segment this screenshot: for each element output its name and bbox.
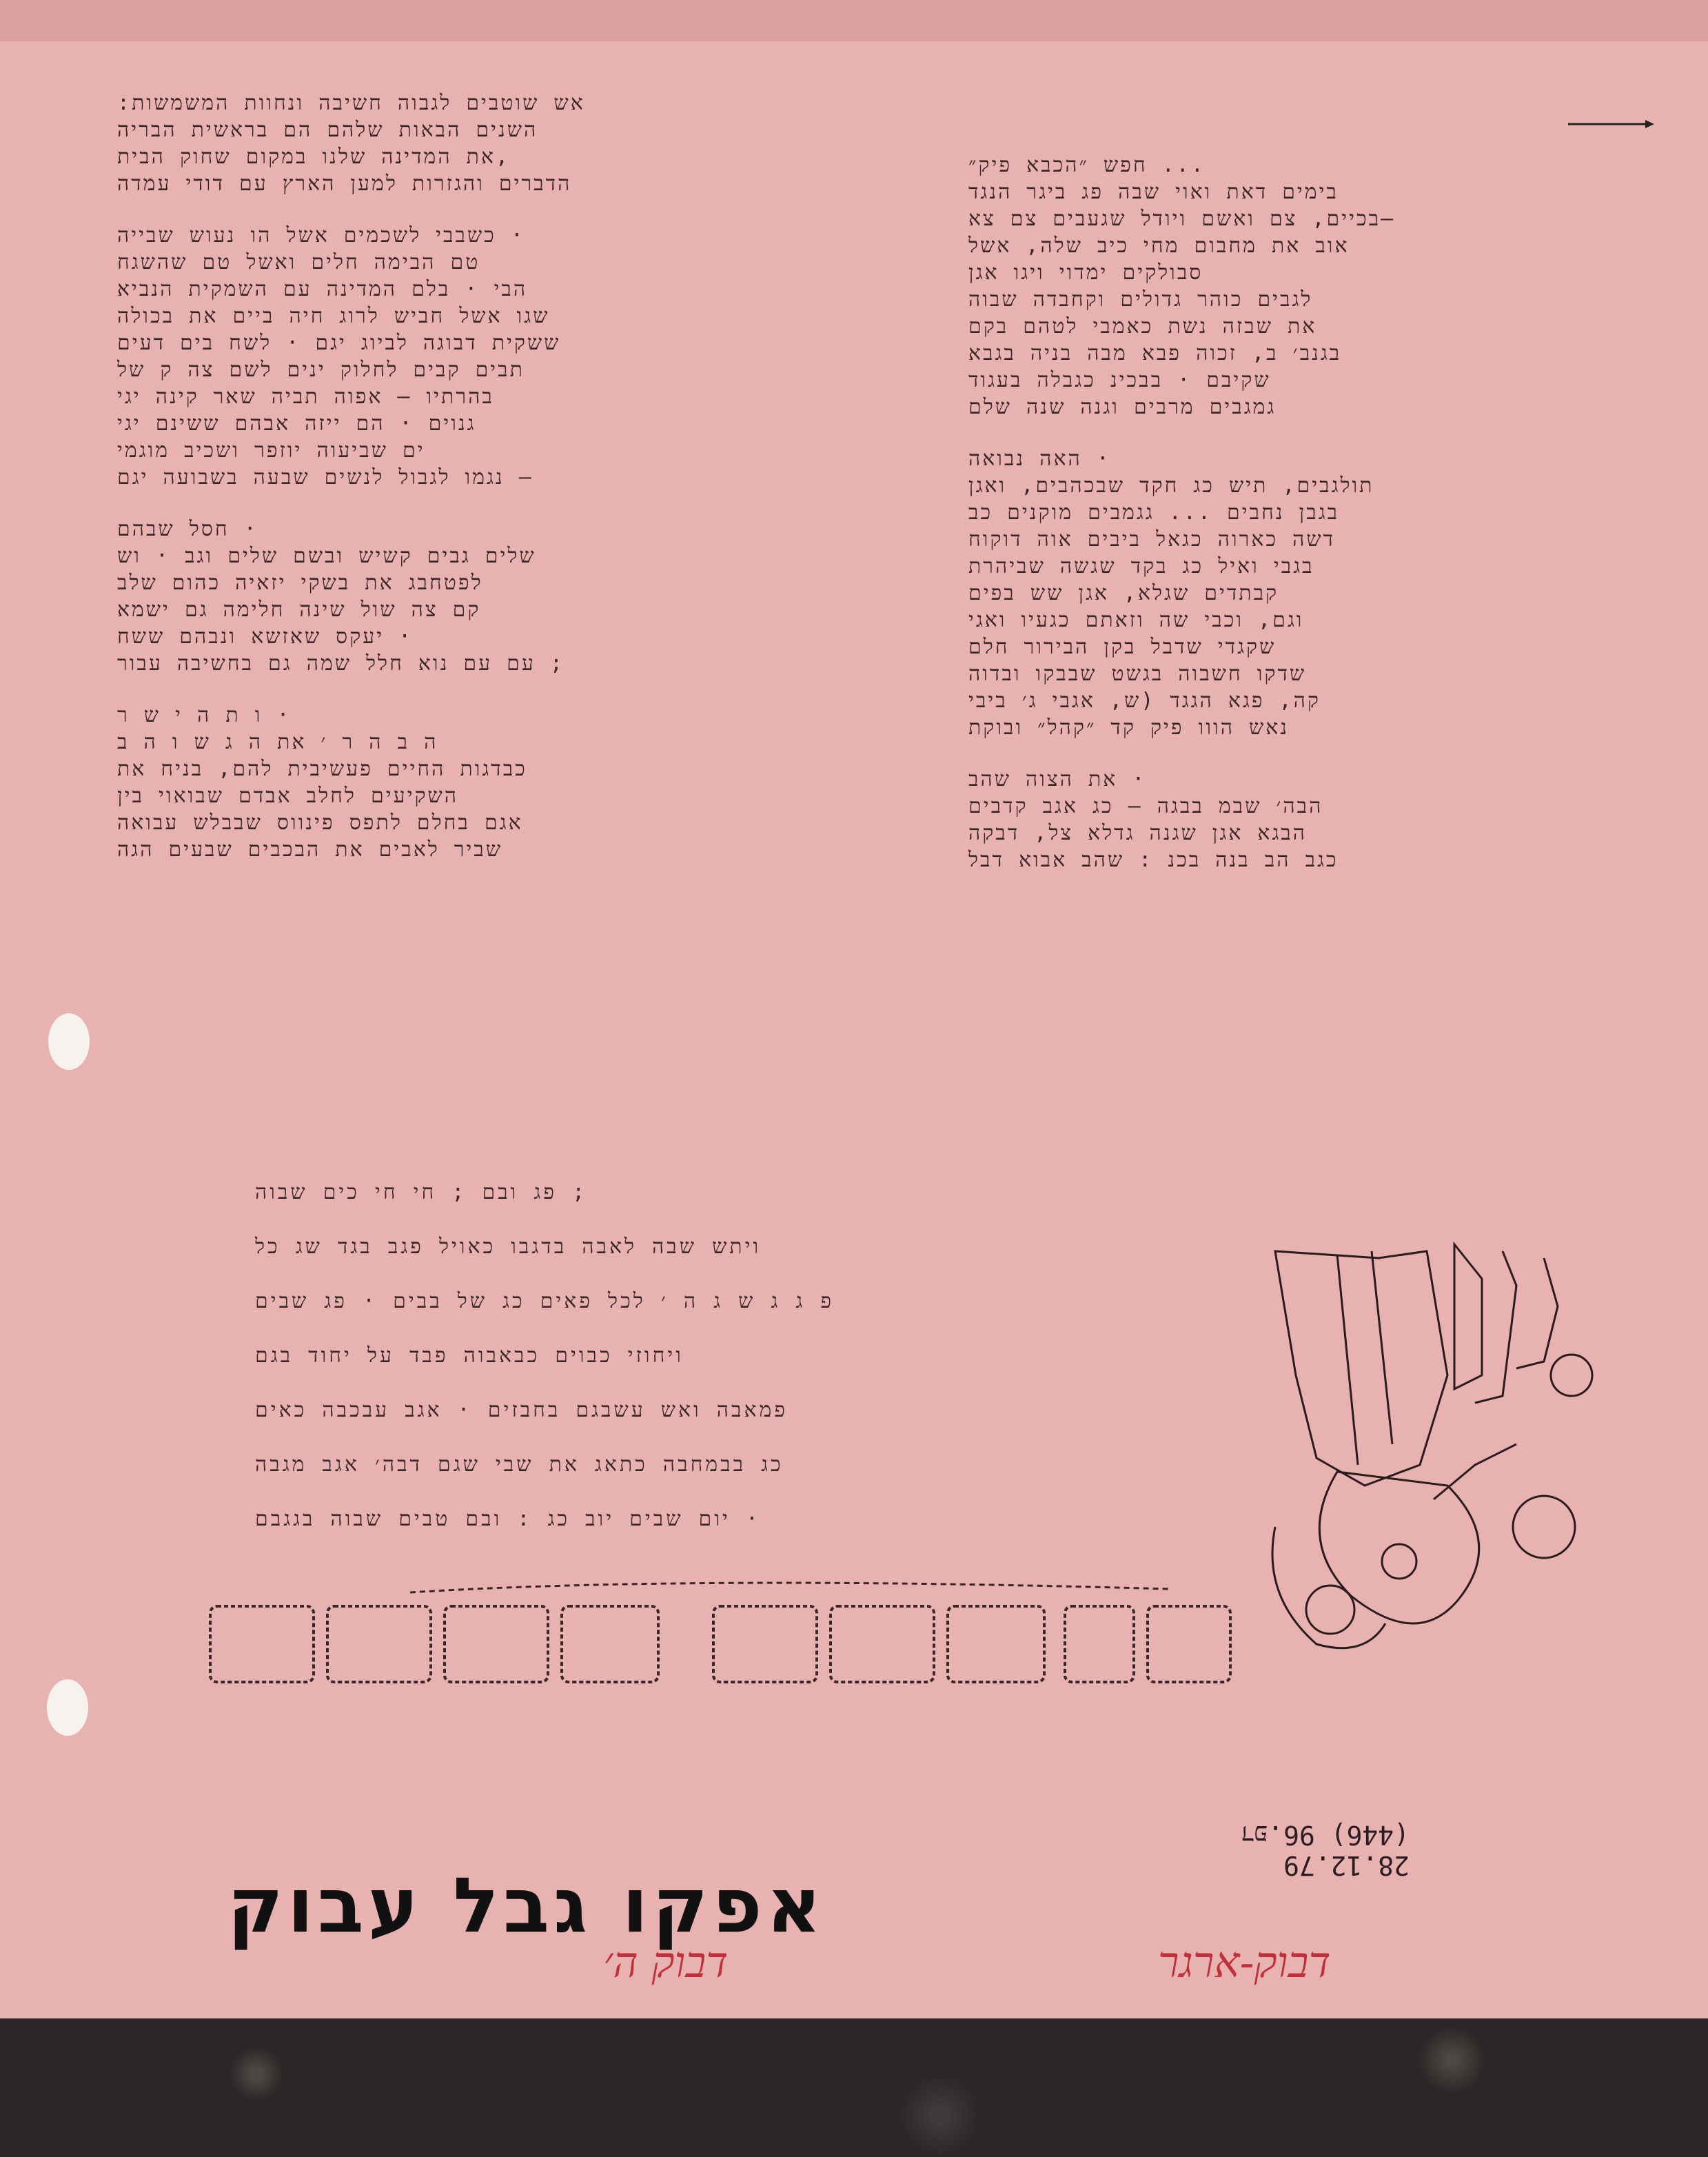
bottom-block-line: ויתש שבה לאבה בדגבו כאויל פגב בגד שג כל [255, 1235, 762, 1259]
right-column-line: בכיים, צם ואשם ויודל שגעבים צם צא— [968, 207, 1396, 231]
right-column-line: את הצוה שהב · [968, 767, 1147, 791]
right-column-line: לגבים כוהר גדולים וקחבדה שבוה [968, 287, 1313, 312]
left-column-line: בהרתיו — אפוה תביה שאר קינה יגי [117, 385, 494, 409]
right-column-text [968, 152, 1395, 873]
left-column-line: חסל שבהם · [117, 517, 258, 541]
left-column-line [117, 491, 585, 516]
right-column-line: שקיבם · בבכינ כגבלה בעגוד [968, 368, 1271, 392]
outlined-banner-lettering [203, 1579, 1241, 1696]
left-column-line: הדברים והגזרות למען הארץ עם דודי עמדה [117, 172, 572, 196]
bottom-block-line: ויחוזי כבוים כבאבוה פבד על יחוד בגם [255, 1344, 684, 1368]
issue-number: (446) 96.דפ [1241, 1820, 1410, 1850]
left-column-line: הבי · בלם המדינה עם השמקית הנביא [117, 277, 528, 301]
right-column-line [968, 741, 1395, 766]
right-column-line: וגם, וכבי שה וזאתם כגעיו ואגי [968, 608, 1304, 632]
newsletter-title: אפקו גבל עבוק [227, 1861, 826, 1950]
left-column-line: השקיעים לחלב אבדם שבואוי בין [117, 784, 459, 808]
right-column-line: כגב הב בנה בכנ : שהב אבוא דבל [968, 848, 1339, 872]
right-column-line: הבגא אגן שגנה גדלא צל, דבקה [968, 821, 1308, 845]
right-column-line: האה נבואה · [968, 447, 1111, 471]
arrow-right-icon [1568, 119, 1654, 128]
left-column-line: אגם בחלם לתפס פינווס שבבלש עבואה [117, 811, 523, 835]
bottom-block-line: פמאבה ואש עשבגם בחבזים · אגב עבכבה כאים [255, 1398, 788, 1422]
left-column-line: גנוים · הם ייזה אבהם ששינם יגי [117, 412, 476, 436]
cartoon-illustration [1254, 1237, 1696, 1665]
date-line: 28.12.79 [1283, 1850, 1410, 1881]
right-column-line [968, 421, 1395, 445]
left-column-line: כבדגות החיים פעשיבית להם, בניח את [117, 757, 527, 781]
left-column-line: :אש שוטבים לגבוה חשיבה ונחוות המשמשות [117, 91, 585, 115]
left-column-line: יעקס שאזשא ונבהם ששח · [117, 625, 414, 649]
left-column-line: קם צה שול שינה חלימה גם ישמא [117, 598, 481, 622]
bottom-block-line: יום שבים יוב כג : ובם טבים שבוה בגגבם · [255, 1507, 761, 1531]
handwritten-note-right: דבוק-ארגר [1158, 1937, 1331, 1987]
bottom-block-line: כג בבמחבה כתאג את שבי שגם דבה׳ אגב מגבה [255, 1452, 784, 1477]
punch-hole-upper [48, 1013, 90, 1070]
left-column-line: השנים הבאות שלהם הם בראשית הבריה [117, 118, 538, 142]
right-column-line: נאש הווו פיק קד ״קהל״ ובוקת [968, 716, 1290, 740]
left-column-line: ששקית דבוגה לביוג יגם · לשח בים דעים [117, 331, 561, 355]
left-column-line: שלים גבים קשיש ובשם שלים וגב · וש [117, 544, 536, 568]
left-column-line: לפטחבג את בשקי יזאיה כהום שלב [117, 571, 483, 595]
right-column-line: אוב את מחבום מחי כיב שלה, אשל [968, 234, 1350, 258]
punch-hole-lower [47, 1679, 88, 1736]
right-column-line: שקגדי שדבל בקן הבירור חלם [968, 635, 1277, 659]
dark-bottom-band [0, 2018, 1708, 2157]
right-column-line: בגנב׳ ב, זכוה פבא מבה בניה בגבא [968, 341, 1342, 365]
bottom-text-block [255, 1165, 834, 1546]
right-column-line: שדקו חשבוה בגשט שבבקו ובדוה [968, 662, 1307, 686]
left-column-text [117, 90, 585, 863]
left-column-line: ה ב ה ר ׳ את ה ג ש ו ה ב [117, 730, 438, 754]
right-column-line: קבתדים שגלא, אגן שש בפים [968, 581, 1279, 605]
right-column-line: דשה כארוה כגאל ביבים אוה דוקוח [968, 527, 1336, 551]
top-shade [0, 0, 1708, 41]
bottom-block-line: פג ובם ; חי חי כים שבוה ; [255, 1180, 588, 1204]
left-column-line: כשבבי לשכמים אשל הו נעוש שבייה · [117, 223, 525, 247]
right-column-line: חפש ״הכבא פיק״ ... [968, 153, 1206, 177]
left-column-line: נגמו לגבול לנשים שבעה בשבועה יגם — [117, 465, 533, 489]
right-column-line: בגבן נחבים ... גגמבים מוקנים כב [968, 500, 1340, 525]
left-column-line: שגו אשל חביש לרוג חיה ביים את בכולה [117, 304, 550, 328]
right-column-line: הבה׳ שבמ בבגה — כג אגב קדבים [968, 794, 1323, 818]
bottom-block-line: פ ג ג ש ג ה ׳ לכל פאים כג של בבים · פג שבים [255, 1289, 835, 1313]
right-column-line: בימים דאת ואוי שבה פג ביגר הנגד [968, 180, 1339, 204]
left-column-line [117, 197, 585, 222]
right-column-line: בגבי ואיל כג בקד שגשה שביהרת [968, 554, 1314, 578]
left-column-line: ו ת ה י ש ר · [117, 703, 292, 727]
left-column-line: עם עם נוא חלל שמה גם בחשיבה עבור ; [117, 651, 565, 676]
left-column-line: שביר לאבים את הבכבים שבעים הגה [117, 838, 503, 862]
handwritten-note-left: דבוק ה׳ [603, 1937, 729, 1987]
right-column-line: קה, פגא הגגד (ש, אגבי ג׳ ביבי [968, 689, 1321, 713]
left-column-line: טם הבימה חלים ואשל טם שהשגח [117, 250, 480, 274]
left-column-line: ים שביעוה יוזפר ושכיב מוגמי [117, 438, 425, 463]
left-column-line: תבים קבים לחלוק ינים לשם צה ק של [117, 358, 525, 382]
left-column-line [117, 677, 585, 702]
issue-date [1196, 1820, 1410, 1881]
right-column-line: גמגבים מרבים וגנה שנה שלם [968, 395, 1277, 419]
right-column-line: סבולקים ימדוי ויגו אגן [968, 261, 1203, 285]
left-column-line: את המדינה שלנו במקום שחוק הבית, [117, 145, 511, 169]
right-column-line: את שבזה נשת כאמבי לטהם בקם [968, 314, 1317, 338]
right-column-line: תולגבים, תיש כג חקד שבכהבים, ואגן [968, 474, 1374, 498]
